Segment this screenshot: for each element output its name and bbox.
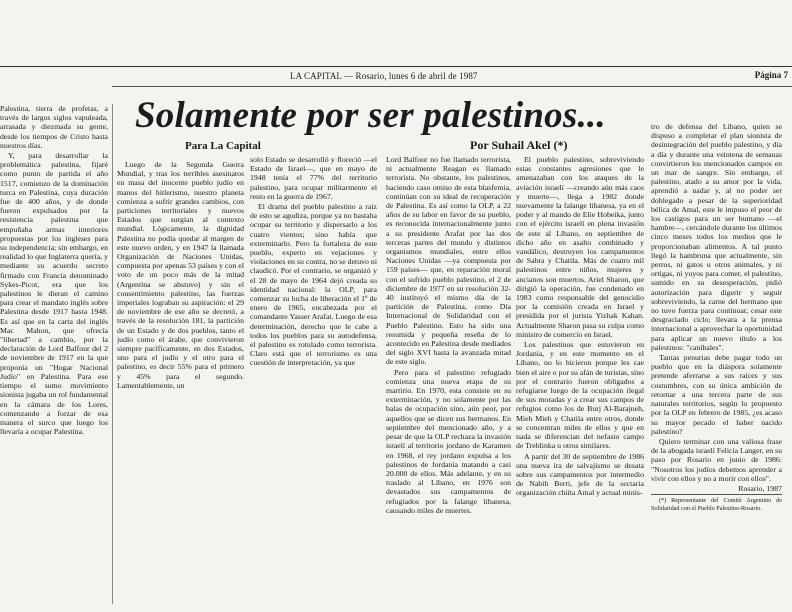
column-1	[0, 104, 108, 604]
paragraph: A partir del 30 de septiembre de 1986 una nueva ira de salvajismo se desata sobre sus campamentos por intermedio de Nabih Berri, jefe de la sectaria organización chiíta Amal y actual minis-	[516, 451, 644, 498]
paragraph: Y, para desarrollar la problemática palestina, fijaré como punto de partida el año 1517, comienzo de la dominación turca en Palestina, cuya duración fue de 400 años, y de donde fueron expulsados por la resistencia palestina que empuñaba armas interiores propuestas por los ingleses para su independencia; sin embargo, en realidad lo que Inglaterra quería, y mediante su acuerdo secreto firmado con Francia denominado Sykes-Picot, era que los palestinos le dieran el camino para crear el mandato inglés sobre Palestina desde 1917 hasta 1948. Es así que en la carta del inglés Mac Mahon, que ofrecía "libertad" a cambio, por la declaración de Lord Balfour del 2 de noviembre de 1917 en la que proponía un "Hogar Nacional Judío" en Palestina. Para ese tiempo el sumo movimiento sionista jugaba un rol fundamental en la cámara de los Lores, comenzando a forzar de esa manera el surco que luego los llevaría a ocupar Palestina.	[0, 151, 108, 437]
column-divider	[112, 104, 113, 604]
column-6	[651, 122, 782, 602]
top-rule	[0, 66, 792, 67]
footnote: (*) Representante del Comité Argentino de Solidaridad con el Pueblo Palestino-Rosario.	[651, 494, 782, 512]
paragraph: Quiero terminar con una valiosa frase de la abogada israelí Felicia Langer, en su paso por Rosario en junio de 1986: "Nosotros los judíos debemos aprender a vivir con ellos y no a morir con ellos".	[651, 436, 782, 483]
paragraph: Los palestinos que estuvieron en Jordania, y en este momento en el Líbano, no lo hicieron porque les cae bien el aire o por su afán de turistas, sino por el contrario fueron obligados a refugiarse luego de la ocupación ilegal de sus moradas y a crear sus campos de refugios como los de Burj Al-Barajneh, Mieh Mieh y Chatila entre otros, donde se concentran miles de ellos y que en nada se diferencian del nefasto campo de Treblinka u otros similares.	[516, 340, 644, 451]
byline-author: Por Suhail Akel (*)	[470, 138, 568, 152]
column-4	[386, 155, 511, 595]
signoff: Rosario, 1987	[738, 483, 782, 493]
column-5	[516, 155, 644, 605]
paragraph: El drama del pueblo palestino a raíz de esto se agudiza, porque ya no bastaba ocupar su territorio y dispersarlo a los cuatro vientos; sino había que exterminarlo. Pero la fortaleza de este pueblo, experto en vejaciones y violaciones en su contra, no se detuvo ni claudicó. Por el contrario, se organizó y el 28 de mayo de 1964 dejó creada su identidad nacional: la OLP, para comenzar su lucha de liberación el 1º de enero de 1965, encabezada por el comandante Yasser Arafat. Luego de esa determinación, derecho que le cabe a todos los pueblos para su autodefensa, el palestino es rotulado como terrorista. Claro está que el terrorismo es una cuestión de interpretación, ya que	[250, 202, 377, 368]
headline: Solamente por ser palestinos...	[135, 95, 606, 136]
paragraph: Luego de la Segunda Guerra Mundial, y tras los terribles asesinatos en masa del inocente pueblo judío en manos del hitlerismo, nuestro planeta comienza a sufrir grandes cambios, con particiones territoriales y nuevos Estados que surgían al contexto mundial. Lógicamente, la dignidad Palestina no podía quedar al margen de este nuevo orden, y en 1947 la llamada Organización de Naciones Unidas, compuesta por apenas 53 países y con el voto de un poco más de la mitad (Argentina se abstuvo) y sin el consentimiento palestino, las fuerzas imperiales lograban su aspiración: el 29 de noviembre de ese año se decretó, a través de la resolución 181, la partición de un Estado y de dos pueblos, tanto el judío como el árabe, que convivieron siempre pacíficamente, en dos Estados, uno para el judío y el otro para el palestino, es decir 55% para el primero y 45% para el segundo. Lamentablemente, un	[117, 160, 244, 390]
paragraph: El pueblo palestino, sobreviviendo estas constantes agresiones que le amenazaban con los ataques de la aviación israelí —creando aún más caos y muerte—, llega a 1982 donde nuevamente la falange libanesa, ya en el poder y al mando de Elie Hobeika, junto con el ejército israelí en plena invasión de este al Líbano, en septiembre de dicho año en asalto combinado y vandálico, destruyen los campamentos de Sabra y Chatila. Más de cuatro mil palestinos entre niños, mujeres y ancianos son muertos. Ariel Sharon, que dirigió la operación, fue condenado en 1983 como responsable del genocidio por la comisión creada en Israel y presidida por el jurista Yizhak Kahan. Actualmente Sharon pasa su culpa como ministro de comercio en Israel.	[516, 155, 644, 339]
paragraph: Palestina, tierra de profetas, a través de largos siglos vapuleada, arrasada y diezmada su gente, desde los tiempos de Cristo hasta nuestros días.	[0, 104, 108, 150]
byline-newspaper: Para La Capital	[185, 140, 261, 152]
header-rule	[112, 86, 792, 87]
paragraph: Tantas penurias debe pagar todo un pueblo que en la diáspora solamente pretende aferrarse a sus raíces y sus costumbres, con su única ambición de retornar a una tercera parte de sus naturales territorios, según lo propuesto por la OLP en febrero de 1985, ¿es acaso su mayor pecado el haber nacido palestino?	[651, 353, 782, 436]
column-3	[250, 155, 377, 475]
paragraph: Lord Balfour no fue llamado terrorista, ni actualmente Reagan es llamado terrorista. No obstante, los palestinos, haciendo caso omiso de esta blasfemia, continúan con su ideal de recuperación de Palestina. Es así como la OLP, a 22 años de su labor en favor de su pueblo, es reconocida internacionalmente junto a su presidente Arafat por las dos terceras partes del mundo y distintos organismos mundiales, entre ellos Naciones Unidas —ya compuesta por 159 países— que, en reparación moral con el sufrido pueblo palestino, el 2 de diciembre de 1977 en su resolución 32-40 instituyó el mismo día de la partición de Palestina, como Día Internacional de Solidaridad con el Pueblo Palestino. Esto ha sido una resumida y pequeña reseña de lo acontecido en Palestina desde mediados del siglo XVI hasta la avanzada mitad de este siglo.	[386, 155, 511, 367]
paragraph: solo Estado se desarrolló y floreció —el Estado de Israel—, que en mayo de 1948 tenía el 77% del territorio palestino, para ocupar militarmente el resto en la guerra de 1967.	[250, 155, 377, 201]
paragraph: tro de defensa del Líbano, quien se dispuso a completar el plan sionista de desintegración del pueblo palestino, y día a día y durante una veintena de semanas convirtieron los mencionados campos en un mar de sangre. Sin embargo, el palestino, atado a su amor por la vida, aprendió a nadar y, al no poder ser doblegado a pesar de la superioridad bélica de Amal, este le impuso el peor de los castigos para un ser humano —el hambre—, cercándole durante los últimos cinco meses todos los medios que le proporcionaban alimentos. A tal punto llegó la hambruna que actualmente, sin perros, ni gatos u otros animales, y ni ortigas, ni yuyos para comer, el palestino, sumido en su desesperación, pidió autorización para digerir y seguir sobreviviendo, la carne del hermano que no tuvo fuerza para continuar, cesar este desgraciado ciclo; llevara a la prensa internacional a aprovechar la oportunidad para aplicar un nuevo título a los palestinos: "caníbales".	[651, 122, 782, 352]
newspaper-header: LA CAPITAL — Rosario, lunes 6 de abril de 1987	[290, 71, 478, 81]
paragraph: Pero para el palestino refugiado comienza una nueva etapa de su martirio. En 1970, esta consiste en su exterminación, y no solamente por las balas de ocupación sino, aún peor, por aquellos que se dicen sus hermanos. En septiembre del mencionado año, y a pesar de que la OLP rechaza la invasión israelí al territorio jordano de Karamen en 1968, el rey jordano expulsa a los palestinos de Jordania matando a casi 20.000 de ellos. Más adelante, y en su traslado al Líbano, en 1976 son devastados sus campamentos de refugiados por la falange libanesa, causando miles de muertes.	[386, 367, 511, 515]
page-number: Página 7	[754, 70, 788, 80]
column-2	[117, 160, 244, 480]
